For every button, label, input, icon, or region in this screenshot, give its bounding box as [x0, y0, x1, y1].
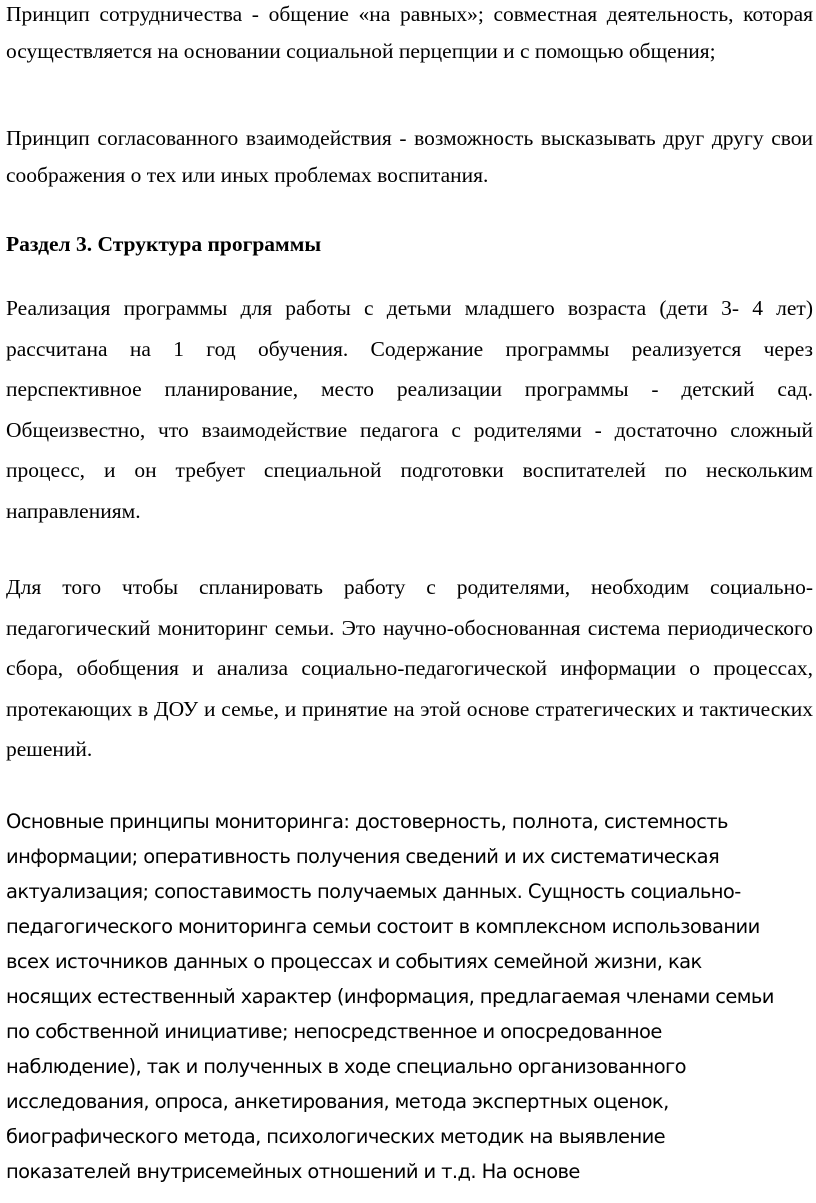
text-line: всех источников данных о процессах и событиях семейной жизни, как: [6, 950, 702, 973]
text-line: информации; оперативность получения сведений и их систематическая: [6, 845, 720, 868]
paragraph-cooperation-principle: Принцип сотрудничества - общение «на равных»; совместная деятельность, которая осуществляется на основании социальной перцепции и с помощью общения;: [6, 2, 813, 63]
text-line: биографического метода, психологических методик на выявление: [6, 1125, 666, 1148]
section-heading: Раздел 3. Структура программы: [6, 232, 322, 256]
paragraph-program-implementation: Реализация программы для работы с детьми младшего возраста (дети 3- 4 лет) рассчитана на 1 год обучения. Содержание программы реализуется через перспективное планирование, место реализации программы - детский сад. Общеизвестно, что взаимодействие педагога с родителями - достаточно сложный процесс, и он требует специальной подготовки воспитателей по нескольким направлениям.: [6, 296, 813, 523]
paragraph-monitoring-principles: [6, 804, 813, 1189]
text-line: по собственной инициативе; непосредственное и опосредованное: [6, 1020, 662, 1043]
text-line: носящих естественный характер (информация, предлагаемая членами семьи: [6, 985, 774, 1008]
text-line: наблюдение), так и полученных в ходе специально организованного: [6, 1055, 687, 1078]
text-line: актуализация; сопоставимость получаемых данных. Сущность социально-: [6, 880, 741, 903]
paragraph-coordinated-interaction-principle: Принцип согласованного взаимодействия - возможность высказывать друг другу свои соображения о тех или иных проблемах воспитания.: [6, 126, 813, 187]
paragraph-family-monitoring: Для того чтобы спланировать работу с родителями, необходим социально-педагогический мониторинг семьи. Это научно-обоснованная система периодического сбора, обобщения и анализа социально-педагогической информации о процессах, протекающих в ДОУ и семье, и принятие на этой основе стратегических и тактических решений.: [6, 575, 813, 761]
text-line: педагогического мониторинга семьи состоит в комплексном использовании: [6, 915, 760, 938]
text-line: показателей внутрисемейных отношений и т.д. На основе: [6, 1160, 580, 1183]
text-line: исследования, опроса, анкетирования, метода экспертных оценок,: [6, 1090, 669, 1113]
text-line: Основные принципы мониторинга: достоверность, полнота, системность: [6, 810, 728, 833]
